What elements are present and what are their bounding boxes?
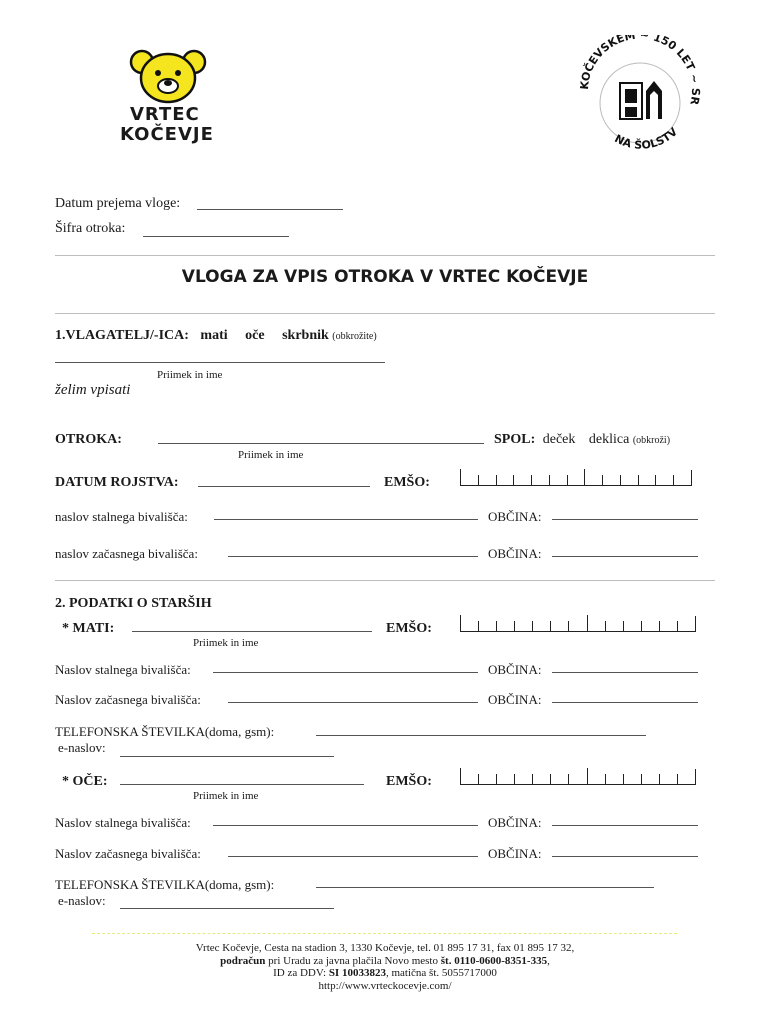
dob-label: DATUM ROJSTVA: xyxy=(55,475,179,490)
child-emso-label: EMŠO: xyxy=(384,475,430,490)
father-email-field[interactable] xyxy=(120,908,334,909)
father-name-field[interactable] xyxy=(120,784,364,785)
emso-digit-box[interactable] xyxy=(638,475,656,486)
divider xyxy=(55,255,715,256)
logo-text-vrtec: VRTEC xyxy=(130,104,200,125)
option-skrbnik[interactable]: skrbnik xyxy=(282,328,329,343)
emso-digit-box[interactable] xyxy=(623,621,641,632)
mother-perm-address-label: Naslov stalnega bivališča: xyxy=(55,662,191,677)
emso-digit-box[interactable] xyxy=(659,774,677,785)
emso-digit-box[interactable] xyxy=(532,774,550,785)
emso-digit-box[interactable] xyxy=(602,475,620,486)
child-label: OTROKA: xyxy=(55,432,122,447)
gender-option-girl[interactable]: deklica xyxy=(588,432,630,447)
emso-digit-box[interactable] xyxy=(514,621,532,632)
circle-hint: (obkrožite) xyxy=(332,331,377,342)
applicant-label: 1.VLAGATELJ/-ICA: xyxy=(55,328,189,343)
section1-heading xyxy=(55,328,377,344)
emso-box-end xyxy=(691,470,692,486)
svg-text:NA ŠOLSTVA: NA ŠOLSTV xyxy=(612,125,680,152)
mother-perm-obcina-label: OBČINA: xyxy=(488,662,542,677)
footer xyxy=(0,942,770,992)
emso-digit-box[interactable] xyxy=(478,774,496,785)
emso-digit-box[interactable] xyxy=(620,475,638,486)
father-phone-label: TELEFONSKA ŠTEVILKA(doma, gsm): xyxy=(55,877,275,892)
father-emso-boxes[interactable] xyxy=(460,769,696,785)
emso-digit-box[interactable] xyxy=(677,621,695,632)
emso-digit-box[interactable] xyxy=(460,615,478,632)
emso-digit-box[interactable] xyxy=(550,774,568,785)
footer-address: Vrtec Kočevje, Cesta na stadion 3, 1330 Kočevje, tel. 01 895 17 31, fax 01 895 17 32, xyxy=(195,942,575,954)
divider xyxy=(55,313,715,314)
mother-name-caption: Priimek in ime xyxy=(193,637,259,649)
child-temp-obcina-field[interactable] xyxy=(552,556,698,557)
emso-digit-box[interactable] xyxy=(623,774,641,785)
emso-digit-box[interactable] xyxy=(478,475,496,486)
father-perm-address-field[interactable] xyxy=(213,825,478,826)
father-perm-obcina-label: OBČINA: xyxy=(488,815,542,830)
applicant-name-field[interactable] xyxy=(55,362,385,363)
child-perm-address-label: naslov stalnega bivališča: xyxy=(55,509,188,524)
emso-digit-box[interactable] xyxy=(655,475,673,486)
emso-digit-box[interactable] xyxy=(496,774,514,785)
gender-option-boy[interactable]: deček xyxy=(542,432,576,447)
emso-digit-box[interactable] xyxy=(531,475,549,486)
child-name-field[interactable] xyxy=(158,443,484,444)
child-code-label: Šifra otroka: xyxy=(55,221,126,236)
child-temp-address-field[interactable] xyxy=(228,556,478,557)
emso-digit-box[interactable] xyxy=(460,768,478,785)
father-temp-obcina-label: OBČINA: xyxy=(488,846,542,861)
emso-digit-box[interactable] xyxy=(496,621,514,632)
emso-digit-box[interactable] xyxy=(605,774,623,785)
mother-phone-field[interactable] xyxy=(316,735,646,736)
mother-temp-address-field[interactable] xyxy=(228,702,478,703)
child-code-field[interactable] xyxy=(143,236,289,237)
bear-icon xyxy=(128,46,208,106)
child-emso-boxes[interactable] xyxy=(460,470,692,486)
svg-text:KOČEVSKEM ~ 150 LET ~ SREDNJEG: KOČEVSKEM ~ 150 LET ~ SR xyxy=(577,35,703,106)
gender-group xyxy=(494,432,670,448)
child-temp-address-label: naslov začasnega bivališča: xyxy=(55,546,198,561)
date-received-label: Datum prejema vloge: xyxy=(55,196,181,211)
applicant-name-caption: Priimek in ime xyxy=(157,369,223,381)
kindergarten-logo xyxy=(100,40,240,150)
emso-box-end xyxy=(695,769,696,785)
child-perm-obcina-field[interactable] xyxy=(552,519,698,520)
emso-digit-box[interactable] xyxy=(587,768,605,785)
emso-digit-box[interactable] xyxy=(549,475,567,486)
emso-box-end xyxy=(695,616,696,632)
father-name-caption: Priimek in ime xyxy=(193,790,259,802)
emso-digit-box[interactable] xyxy=(514,774,532,785)
footer-divider xyxy=(92,933,677,934)
father-temp-obcina-field[interactable] xyxy=(552,856,698,857)
emso-digit-box[interactable] xyxy=(584,469,602,486)
wish-text: želim vpisati xyxy=(55,382,131,398)
date-received-field[interactable] xyxy=(197,209,343,210)
emso-digit-box[interactable] xyxy=(605,621,623,632)
logo-text-kocevje: KOČEVJE xyxy=(120,124,214,145)
mother-perm-obcina-field[interactable] xyxy=(552,672,698,673)
emso-digit-box[interactable] xyxy=(478,621,496,632)
emso-digit-box[interactable] xyxy=(460,469,478,486)
mother-email-label: e-naslov: xyxy=(58,740,106,755)
child-name-caption: Priimek in ime xyxy=(238,449,304,461)
emso-digit-box[interactable] xyxy=(587,615,605,632)
mother-name-field[interactable] xyxy=(132,631,372,632)
father-phone-field[interactable] xyxy=(316,887,654,888)
mother-temp-address-label: Naslov začasnega bivališča: xyxy=(55,692,201,707)
emso-digit-box[interactable] xyxy=(568,621,586,632)
mother-phone-label: TELEFONSKA ŠTEVILKA(doma, gsm): xyxy=(55,724,275,739)
child-perm-obcina-label: OBČINA: xyxy=(488,509,542,524)
father-perm-obcina-field[interactable] xyxy=(552,825,698,826)
footer-tax-id: ID za DDV: SI 10033823, matična št. 5055717000 xyxy=(273,967,497,979)
gender-label: SPOL: xyxy=(494,432,536,447)
footer-account: podračun pri Uradu za javna plačila Novo mesto št. 0110-0600-8351-335, xyxy=(220,954,550,967)
father-perm-address-label: Naslov stalnega bivališča: xyxy=(55,815,191,830)
mother-emso-boxes[interactable] xyxy=(460,616,696,632)
emso-digit-box[interactable] xyxy=(550,621,568,632)
form-title: VLOGA ZA VPIS OTROKA V VRTEC KOČEVJE xyxy=(181,267,589,287)
emso-digit-box[interactable] xyxy=(673,475,691,486)
emso-digit-box[interactable] xyxy=(532,621,550,632)
divider xyxy=(55,580,715,581)
emso-digit-box[interactable] xyxy=(568,774,586,785)
emso-digit-box[interactable] xyxy=(513,475,531,486)
emso-digit-box[interactable] xyxy=(659,621,677,632)
child-perm-address-field[interactable] xyxy=(214,519,478,520)
option-oce[interactable]: oče xyxy=(245,328,265,343)
mother-email-field[interactable] xyxy=(120,756,334,757)
father-label: * OČE: xyxy=(62,774,108,789)
dob-field[interactable] xyxy=(198,486,370,487)
gender-hint: (obkroži) xyxy=(632,435,671,446)
father-emso-label: EMŠO: xyxy=(386,774,432,789)
emso-digit-box[interactable] xyxy=(496,475,514,486)
child-temp-obcina-label: OBČINA: xyxy=(488,546,542,561)
father-temp-address-field[interactable] xyxy=(228,856,478,857)
mother-perm-address-field[interactable] xyxy=(213,672,478,673)
mother-temp-obcina-label: OBČINA: xyxy=(488,692,542,707)
mother-label: * MATI: xyxy=(62,621,115,636)
father-email-label: e-naslov: xyxy=(58,893,106,908)
father-temp-address-label: Naslov začasnega bivališča: xyxy=(55,846,201,861)
footer-website-link[interactable]: http://www.vrteckocevje.com/ xyxy=(318,979,452,992)
emso-digit-box[interactable] xyxy=(677,774,695,785)
mother-temp-obcina-field[interactable] xyxy=(552,702,698,703)
seal-emblem xyxy=(570,35,710,170)
emso-digit-box[interactable] xyxy=(641,774,659,785)
mother-emso-label: EMŠO: xyxy=(386,621,432,636)
emso-digit-box[interactable] xyxy=(567,475,585,486)
section2-heading: 2. PODATKI O STARŠIH xyxy=(55,596,212,611)
emso-digit-box[interactable] xyxy=(641,621,659,632)
anniversary-seal xyxy=(570,35,710,170)
option-mati[interactable]: mati xyxy=(200,328,228,343)
